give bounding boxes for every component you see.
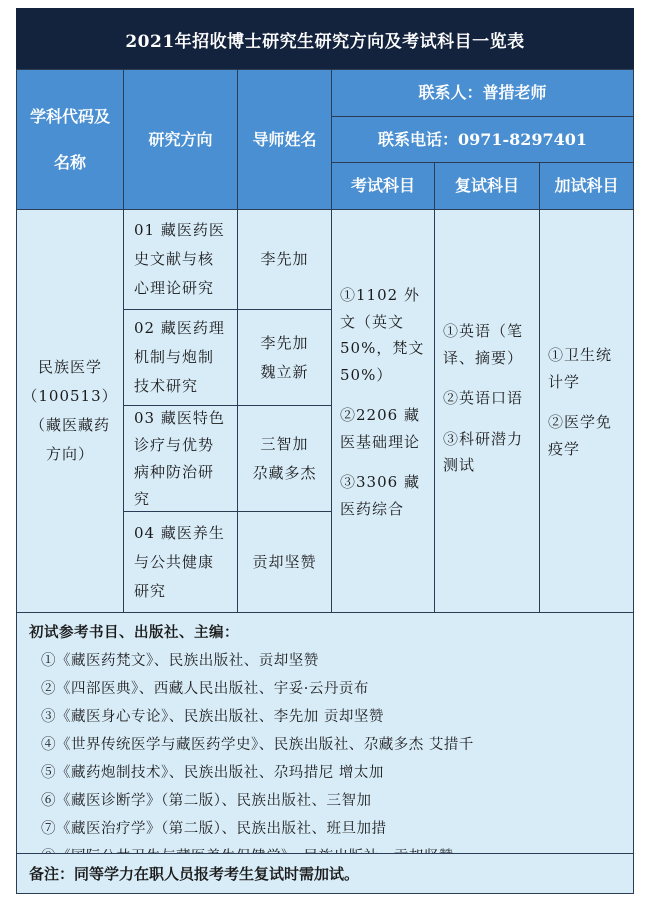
supervisor-name: 尕藏多杰	[252, 463, 317, 482]
header-contact-phone: 联系电话：0971-8297401	[331, 116, 634, 163]
header-contact-person: 联系人：普措老师	[331, 69, 634, 117]
direction-line: 病种防治研	[134, 462, 215, 481]
header-research-direction: 研究方向	[123, 69, 238, 210]
footnote: 备注：同等学力在职人员报考考生复试时需加试。	[16, 853, 634, 894]
exam-subjects-cell	[331, 209, 435, 613]
reference-book-item: ⑥《藏医诊断学》（第二版）、民族出版社、三智加	[41, 793, 372, 809]
direction-line: 与公共健康	[134, 552, 215, 571]
supervisor-cell-01	[237, 209, 332, 310]
supervisor-name: 李先加	[260, 250, 309, 268]
extra-line: ②医学免	[548, 413, 613, 431]
exam-line: 医药综合	[340, 499, 405, 518]
extra-subjects-cell	[539, 209, 634, 613]
retest-line: ①英语（笔	[443, 322, 524, 340]
exam-line: 50%）	[340, 365, 393, 384]
direction-line: 02 藏医药理	[134, 319, 225, 337]
direction-line: 究	[134, 489, 151, 508]
direction-line: 机制与炮制	[134, 348, 215, 366]
supervisor-name: 贡却坚赞	[252, 552, 317, 571]
subject-cell	[16, 209, 124, 613]
header-extra-subjects: 加试科目	[539, 162, 634, 210]
direction-cell-03	[123, 405, 238, 512]
direction-cell-02	[123, 309, 238, 406]
retest-line: 译、摘要）	[443, 348, 524, 367]
direction-cell-01	[123, 209, 238, 310]
subject-line: （藏医藏药	[29, 416, 110, 434]
subject-line: （100513）	[22, 387, 118, 405]
retest-subjects-cell	[434, 209, 540, 613]
direction-line: 04 藏医养生	[134, 523, 225, 542]
header-subject-line: 学科代码及	[29, 106, 110, 126]
exam-line: 文（英文	[340, 312, 405, 331]
exam-line: ②2206 藏	[340, 406, 420, 424]
header-supervisor: 导师姓名	[237, 69, 332, 210]
reference-book-item: ⑤《藏药炮制技术》、民族出版社、尕玛措尼 增太加	[41, 765, 384, 781]
header-retest-subjects: 复试科目	[434, 162, 540, 210]
reference-book-item: ②《四部医典》、西藏人民出版社、宇妥·云丹贡布	[41, 681, 369, 697]
supervisor-cell-04	[237, 511, 332, 613]
extra-line: 疫学	[548, 439, 581, 458]
header-subject-line: 名称	[53, 152, 86, 172]
direction-cell-04	[123, 511, 238, 613]
reference-books-section	[16, 612, 634, 854]
page-title: 2021年招收博士研究生研究方向及考试科目一览表	[16, 8, 634, 70]
exam-line: 50%，梵文	[340, 339, 425, 357]
retest-line: 测试	[443, 456, 476, 474]
supervisor-cell-02	[237, 309, 332, 406]
extra-line: ①卫生统	[548, 346, 613, 364]
exam-line: ①1102 外	[340, 286, 420, 304]
retest-line: ③科研潜力	[443, 429, 524, 448]
exam-line: ③3306 藏	[340, 473, 420, 491]
supervisor-name: 魏立新	[260, 362, 309, 381]
reference-book-item: ①《藏医药梵文》、民族出版社、贡却坚赞	[41, 653, 319, 669]
supervisor-cell-03	[237, 405, 332, 512]
reference-books-title: 初试参考书目、出版社、主编：	[29, 624, 239, 641]
reference-book-item: ⑦《藏医治疗学》（第二版）、民族出版社、班旦加措	[41, 821, 387, 837]
subject-line: 方向）	[45, 445, 94, 463]
reference-book-item: ③《藏医身心专论》、民族出版社、李先加 贡却坚赞	[41, 709, 384, 725]
exam-line: 医基础理论	[340, 432, 421, 451]
supervisor-name: 三智加	[260, 434, 309, 453]
direction-line: 03 藏医特色	[134, 408, 225, 427]
direction-line: 技术研究	[134, 377, 199, 395]
header-subject-code-name	[16, 69, 124, 210]
reference-book-item: ④《世界传统医学与藏医药学史》、民族出版社、尕藏多杰 艾措千	[41, 737, 474, 753]
direction-line: 史文献与核	[134, 250, 215, 268]
direction-line: 诊疗与优势	[134, 435, 215, 454]
header-exam-subjects: 考试科目	[331, 162, 435, 210]
direction-line: 01 藏医药医	[134, 221, 225, 239]
supervisor-name: 李先加	[260, 333, 309, 352]
extra-line: 计学	[548, 372, 581, 391]
direction-line: 心理论研究	[134, 279, 215, 297]
retest-line: ②英语口语	[443, 389, 524, 407]
subject-line: 民族医学	[37, 358, 102, 376]
direction-line: 研究	[134, 581, 167, 600]
